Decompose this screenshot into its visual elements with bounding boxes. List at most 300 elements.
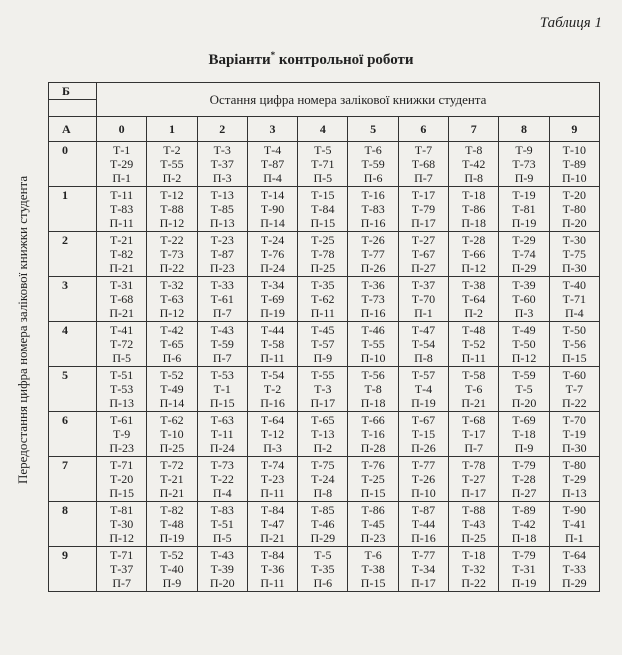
variant-code: Т-39 xyxy=(512,278,536,292)
variant-code: П-1 xyxy=(414,306,433,320)
variant-code: Т-20 xyxy=(562,188,586,202)
variant-code: Т-27 xyxy=(411,233,436,247)
variant-code: Т-44 xyxy=(411,517,436,531)
variant-cell xyxy=(499,187,549,232)
variant-code: Т-83 xyxy=(210,503,234,517)
variant-code: П-22 xyxy=(159,261,185,275)
variant-code: Т-64 xyxy=(562,548,586,562)
variant-code: Т-76 xyxy=(361,458,385,472)
variant-cell xyxy=(449,367,499,412)
variant-code: Т-13 xyxy=(210,188,234,202)
variant-code: П-10 xyxy=(562,171,587,185)
variant-code: П-14 xyxy=(260,216,285,230)
variant-code: Т-46 xyxy=(311,517,335,531)
variant-cell xyxy=(348,322,398,367)
variant-code: Т-79 xyxy=(512,458,536,472)
variant-code: Т-61 xyxy=(109,413,134,427)
variant-code: П-12 xyxy=(511,351,537,365)
title-rest: контрольної роботи xyxy=(278,52,414,68)
variant-code: Т-62 xyxy=(311,292,335,306)
variant-cell xyxy=(298,502,348,547)
variant-cell xyxy=(348,367,398,412)
variant-code: Т-11 xyxy=(110,188,134,202)
variant-code: Т-36 xyxy=(361,278,385,292)
variant-code: Т-11 xyxy=(210,427,234,441)
variant-cell xyxy=(398,367,448,412)
variant-cell xyxy=(97,367,147,412)
variant-cell xyxy=(97,187,147,232)
variant-code: Т-77 xyxy=(411,458,436,472)
variant-cell xyxy=(197,232,247,277)
variant-code: Т-78 xyxy=(462,458,486,472)
variant-code: Т-48 xyxy=(462,323,486,337)
variant-code: Т-71 xyxy=(311,157,335,171)
variant-code: Т-28 xyxy=(512,472,536,486)
variant-code: Т-88 xyxy=(462,503,486,517)
table-row xyxy=(49,187,600,232)
variant-code: П-13 xyxy=(109,396,134,410)
variant-code: Т-21 xyxy=(109,233,134,247)
column-header: 8 xyxy=(499,117,549,142)
variant-cell xyxy=(549,232,599,277)
variant-code: Т-80 xyxy=(562,458,586,472)
variant-code: П-19 xyxy=(260,306,285,320)
variant-code: Т-65 xyxy=(311,413,335,427)
variant-cell xyxy=(197,142,247,187)
variant-code: П-19 xyxy=(511,576,537,590)
variant-code: Т-80 xyxy=(562,202,586,216)
variant-code: Т-71 xyxy=(562,292,586,306)
page-title xyxy=(0,50,622,69)
variant-code: Т-59 xyxy=(210,337,234,351)
variant-cell xyxy=(298,187,348,232)
variant-code: Т-9 xyxy=(112,427,131,441)
variant-code: Т-42 xyxy=(160,323,184,337)
variant-cell xyxy=(298,142,348,187)
variant-cell xyxy=(348,412,398,457)
variant-cell xyxy=(449,457,499,502)
variant-code: П-7 xyxy=(464,441,484,455)
variant-code: Т-87 xyxy=(411,503,436,517)
variant-code: Т-37 xyxy=(109,562,134,576)
variant-code: П-3 xyxy=(514,306,534,320)
variant-cell xyxy=(499,277,549,322)
variant-cell xyxy=(348,187,398,232)
variant-code: Т-9 xyxy=(515,143,533,157)
variant-cell xyxy=(147,187,197,232)
variant-code: Т-29 xyxy=(109,157,134,171)
variant-code: П-19 xyxy=(511,216,537,230)
table-row xyxy=(49,322,600,367)
variant-code: Т-51 xyxy=(109,368,134,382)
variant-code: Т-19 xyxy=(512,188,536,202)
variant-cell xyxy=(549,412,599,457)
header-row-b xyxy=(49,83,600,100)
variant-code: Т-52 xyxy=(160,368,184,382)
table-caption: Таблиця 1 xyxy=(539,15,602,31)
variant-code: Т-39 xyxy=(210,562,234,576)
variant-code: Т-12 xyxy=(260,427,285,441)
variant-code: Т-79 xyxy=(411,202,436,216)
column-header: 4 xyxy=(298,117,348,142)
variant-code: Т-34 xyxy=(411,562,436,576)
variant-code: Т-10 xyxy=(160,427,184,441)
variant-code: Т-23 xyxy=(210,233,234,247)
column-header: 6 xyxy=(398,117,448,142)
col-axis-letter: Б xyxy=(49,83,97,100)
variant-code: П-4 xyxy=(212,486,232,500)
variant-code: Т-27 xyxy=(462,472,486,486)
variant-code: П-11 xyxy=(461,351,486,365)
variant-code: Т-33 xyxy=(562,562,586,576)
variant-cell xyxy=(398,322,448,367)
variant-code: Т-88 xyxy=(160,202,184,216)
variant-code: Т-30 xyxy=(109,517,134,531)
variant-code: Т-31 xyxy=(109,278,134,292)
variant-code: Т-31 xyxy=(512,562,536,576)
variant-code: П-30 xyxy=(562,441,587,455)
variant-code: Т-86 xyxy=(361,503,385,517)
variant-cell xyxy=(247,322,297,367)
variant-code: П-17 xyxy=(310,396,336,410)
variant-code: П-4 xyxy=(263,171,282,185)
variant-code: П-23 xyxy=(360,531,386,545)
variant-code: Т-73 xyxy=(361,292,385,306)
variant-code: П-23 xyxy=(209,261,235,275)
variant-cell xyxy=(247,502,297,547)
variant-code: Т-70 xyxy=(562,413,586,427)
variant-code: П-9 xyxy=(514,441,534,455)
variant-code: Т-23 xyxy=(260,472,285,486)
variant-code: Т-54 xyxy=(411,337,436,351)
variant-code: Т-30 xyxy=(562,233,586,247)
variant-code: П-22 xyxy=(461,576,487,590)
variant-code: Т-13 xyxy=(311,427,335,441)
variant-code: Т-68 xyxy=(109,292,134,306)
variant-code: П-15 xyxy=(310,216,336,230)
variant-code: П-20 xyxy=(562,216,587,230)
variant-code: Т-77 xyxy=(411,548,436,562)
variant-cell xyxy=(197,322,247,367)
row-header: 7 xyxy=(49,457,97,502)
variant-cell xyxy=(147,142,197,187)
row-axis-letter: А xyxy=(49,117,97,142)
variant-code: П-11 xyxy=(310,306,335,320)
variant-code: Т-40 xyxy=(160,562,184,576)
variant-code: П-16 xyxy=(411,531,436,545)
variant-code: П-7 xyxy=(212,351,232,365)
variant-code: П-22 xyxy=(562,396,587,410)
variant-cell xyxy=(549,367,599,412)
variant-cell xyxy=(147,457,197,502)
variant-code: Т-54 xyxy=(260,368,285,382)
variant-code: Т-63 xyxy=(210,413,234,427)
variant-code: Т-84 xyxy=(260,548,285,562)
variant-code: П-27 xyxy=(411,261,436,275)
variant-code: Т-26 xyxy=(411,472,436,486)
title-footnote-mark: * xyxy=(270,50,276,60)
variant-code: Т-60 xyxy=(512,292,536,306)
column-header: 0 xyxy=(97,117,147,142)
variant-code: П-18 xyxy=(511,531,537,545)
variant-code: Т-47 xyxy=(411,323,436,337)
table-row xyxy=(49,232,600,277)
variant-code: Т-85 xyxy=(311,503,335,517)
variant-code: Т-44 xyxy=(260,323,285,337)
variant-code: Т-14 xyxy=(260,188,285,202)
variant-cell xyxy=(398,142,448,187)
variant-cell xyxy=(348,502,398,547)
row-header: 9 xyxy=(49,547,97,592)
variant-code: Т-55 xyxy=(361,337,385,351)
table-row xyxy=(49,457,600,502)
variant-code: Т-41 xyxy=(109,323,134,337)
variant-code: Т-73 xyxy=(512,157,536,171)
variant-code: П-21 xyxy=(260,531,285,545)
variant-code: П-23 xyxy=(109,441,134,455)
variant-cell xyxy=(97,547,147,592)
row-header: 3 xyxy=(49,277,97,322)
variant-code: Т-2 xyxy=(263,382,282,396)
variant-code: Т-42 xyxy=(462,157,486,171)
variant-code: П-17 xyxy=(411,576,436,590)
variant-code: Т-15 xyxy=(311,188,335,202)
variant-code: П-19 xyxy=(411,396,436,410)
row-header: 5 xyxy=(49,367,97,412)
variant-code: Т-57 xyxy=(311,337,335,351)
variant-code: Т-73 xyxy=(160,247,184,261)
column-header: 7 xyxy=(449,117,499,142)
variant-code: Т-8 xyxy=(364,382,382,396)
variant-code: Т-68 xyxy=(462,413,486,427)
variant-cell xyxy=(147,232,197,277)
variant-code: Т-53 xyxy=(109,382,134,396)
variant-code: Т-67 xyxy=(411,413,436,427)
variant-code: П-5 xyxy=(112,351,131,365)
variant-code: Т-40 xyxy=(562,278,586,292)
variant-code: Т-2 xyxy=(163,143,181,157)
variant-code: Т-28 xyxy=(462,233,486,247)
variant-code: Т-24 xyxy=(260,233,285,247)
variant-code: П-11 xyxy=(260,486,285,500)
table-row xyxy=(49,277,600,322)
variant-code: П-6 xyxy=(313,576,333,590)
variant-code: П-12 xyxy=(159,216,185,230)
variant-code: Т-5 xyxy=(314,143,332,157)
variant-code: Т-16 xyxy=(361,188,385,202)
variant-cell xyxy=(247,142,297,187)
variant-cell xyxy=(398,502,448,547)
variant-cell xyxy=(398,547,448,592)
variant-code: Т-72 xyxy=(160,458,184,472)
variant-code: Т-49 xyxy=(160,382,184,396)
variant-cell xyxy=(549,547,599,592)
variant-code: Т-77 xyxy=(361,247,385,261)
table-row xyxy=(49,367,600,412)
variant-code: Т-32 xyxy=(462,562,486,576)
variants-table xyxy=(48,82,600,592)
variant-code: Т-49 xyxy=(512,323,536,337)
variant-code: П-18 xyxy=(360,396,386,410)
variant-code: Т-18 xyxy=(512,427,536,441)
variant-code: П-13 xyxy=(209,216,235,230)
variant-code: Т-58 xyxy=(462,368,486,382)
variant-code: Т-84 xyxy=(311,202,335,216)
variant-cell xyxy=(298,547,348,592)
variant-code: П-14 xyxy=(159,396,185,410)
variant-code: Т-34 xyxy=(260,278,285,292)
variant-code: Т-45 xyxy=(361,517,385,531)
variant-code: Т-74 xyxy=(512,247,536,261)
variant-code: П-8 xyxy=(464,171,484,185)
variant-code: П-3 xyxy=(263,441,282,455)
variant-code: Т-56 xyxy=(361,368,385,382)
variant-code: П-13 xyxy=(562,486,587,500)
variant-code: Т-69 xyxy=(260,292,285,306)
variant-cell xyxy=(398,187,448,232)
variant-cell xyxy=(499,502,549,547)
variant-code: Т-37 xyxy=(411,278,436,292)
variant-cell xyxy=(147,412,197,457)
variant-code: Т-63 xyxy=(160,292,184,306)
variant-code: Т-1 xyxy=(213,382,231,396)
variant-code: Т-29 xyxy=(562,472,586,486)
variant-code: Т-89 xyxy=(512,503,536,517)
variant-code: Т-59 xyxy=(512,368,536,382)
variant-code: П-12 xyxy=(109,531,134,545)
variant-cell xyxy=(247,187,297,232)
variant-cell xyxy=(147,547,197,592)
variant-cell xyxy=(147,322,197,367)
variant-code: Т-74 xyxy=(260,458,285,472)
variant-code: П-18 xyxy=(461,216,487,230)
variant-code: П-6 xyxy=(162,351,182,365)
variant-code: Т-16 xyxy=(361,427,385,441)
column-header: 1 xyxy=(147,117,197,142)
variant-cell xyxy=(298,412,348,457)
variant-code: П-20 xyxy=(209,576,235,590)
variant-code: П-12 xyxy=(461,261,487,275)
variant-code: Т-42 xyxy=(512,517,536,531)
variant-cell xyxy=(449,277,499,322)
variant-code: П-9 xyxy=(313,351,333,365)
variant-code: П-21 xyxy=(461,396,487,410)
variant-cell xyxy=(97,277,147,322)
variant-cell xyxy=(247,277,297,322)
variant-code: Т-89 xyxy=(562,157,586,171)
variant-code: Т-78 xyxy=(311,247,335,261)
variant-code: Т-83 xyxy=(361,202,385,216)
variant-code: Т-66 xyxy=(462,247,486,261)
variant-code: П-24 xyxy=(209,441,235,455)
variant-code: Т-82 xyxy=(160,503,184,517)
column-header-row xyxy=(49,117,600,142)
variant-code: Т-58 xyxy=(260,337,285,351)
variant-cell xyxy=(499,232,549,277)
variant-code: П-15 xyxy=(562,351,587,365)
col-axis-label: Остання цифра номера залікової книжки студента xyxy=(97,83,600,117)
variant-code: Т-62 xyxy=(160,413,184,427)
variant-code: Т-83 xyxy=(109,202,134,216)
variant-code: П-20 xyxy=(511,396,537,410)
variant-code: Т-69 xyxy=(512,413,536,427)
variant-code: Т-70 xyxy=(411,292,436,306)
variant-code: Т-6 xyxy=(364,143,382,157)
variant-cell xyxy=(499,547,549,592)
variant-cell xyxy=(147,277,197,322)
variant-cell xyxy=(97,322,147,367)
variant-code: Т-86 xyxy=(462,202,486,216)
variant-code: П-26 xyxy=(360,261,386,275)
variant-code: П-7 xyxy=(414,171,433,185)
variant-cell xyxy=(298,277,348,322)
variant-code: Т-60 xyxy=(562,368,586,382)
variant-code: Т-57 xyxy=(411,368,436,382)
title-main: Варіанти xyxy=(208,52,271,68)
variant-code: Т-29 xyxy=(512,233,536,247)
variant-code: Т-3 xyxy=(314,382,332,396)
variant-code: Т-17 xyxy=(411,188,436,202)
variant-code: П-29 xyxy=(511,261,537,275)
variant-code: П-11 xyxy=(109,216,134,230)
table-row xyxy=(49,142,600,187)
variant-code: Т-15 xyxy=(411,427,436,441)
variant-code: П-21 xyxy=(159,486,185,500)
variant-cell xyxy=(449,232,499,277)
variant-code: Т-56 xyxy=(562,337,586,351)
variant-code: Т-38 xyxy=(361,562,385,576)
variant-code: Т-4 xyxy=(263,143,282,157)
variant-code: Т-48 xyxy=(160,517,184,531)
variant-code: Т-84 xyxy=(260,503,285,517)
variant-code: Т-7 xyxy=(565,382,583,396)
variant-code: Т-61 xyxy=(210,292,234,306)
variant-cell xyxy=(398,412,448,457)
variant-cell xyxy=(549,277,599,322)
variant-code: Т-5 xyxy=(515,382,533,396)
variant-code: Т-71 xyxy=(109,458,134,472)
variant-code: П-11 xyxy=(260,576,285,590)
variant-code: Т-20 xyxy=(109,472,134,486)
variant-cell xyxy=(97,232,147,277)
variant-code: П-27 xyxy=(511,486,537,500)
variant-cell xyxy=(549,502,599,547)
variant-cell xyxy=(449,412,499,457)
variant-cell xyxy=(197,187,247,232)
variant-code: Т-1 xyxy=(112,143,131,157)
variant-code: Т-59 xyxy=(361,157,385,171)
variant-code: П-2 xyxy=(464,306,484,320)
variant-code: Т-52 xyxy=(160,548,184,562)
variant-cell xyxy=(499,367,549,412)
variant-code: Т-47 xyxy=(260,517,285,531)
variant-code: Т-67 xyxy=(411,247,436,261)
variant-code: П-15 xyxy=(360,486,386,500)
variant-code: П-7 xyxy=(212,306,232,320)
variant-code: Т-4 xyxy=(414,382,433,396)
variant-code: Т-25 xyxy=(361,472,385,486)
table-row xyxy=(49,502,600,547)
column-header: 3 xyxy=(247,117,297,142)
column-header: 5 xyxy=(348,117,398,142)
variant-code: Т-55 xyxy=(311,368,335,382)
variant-code: Т-51 xyxy=(210,517,234,531)
variant-code: П-29 xyxy=(562,576,587,590)
variant-code: П-17 xyxy=(411,216,436,230)
variant-code: П-4 xyxy=(565,306,584,320)
variant-cell xyxy=(97,457,147,502)
variant-code: Т-19 xyxy=(562,427,586,441)
